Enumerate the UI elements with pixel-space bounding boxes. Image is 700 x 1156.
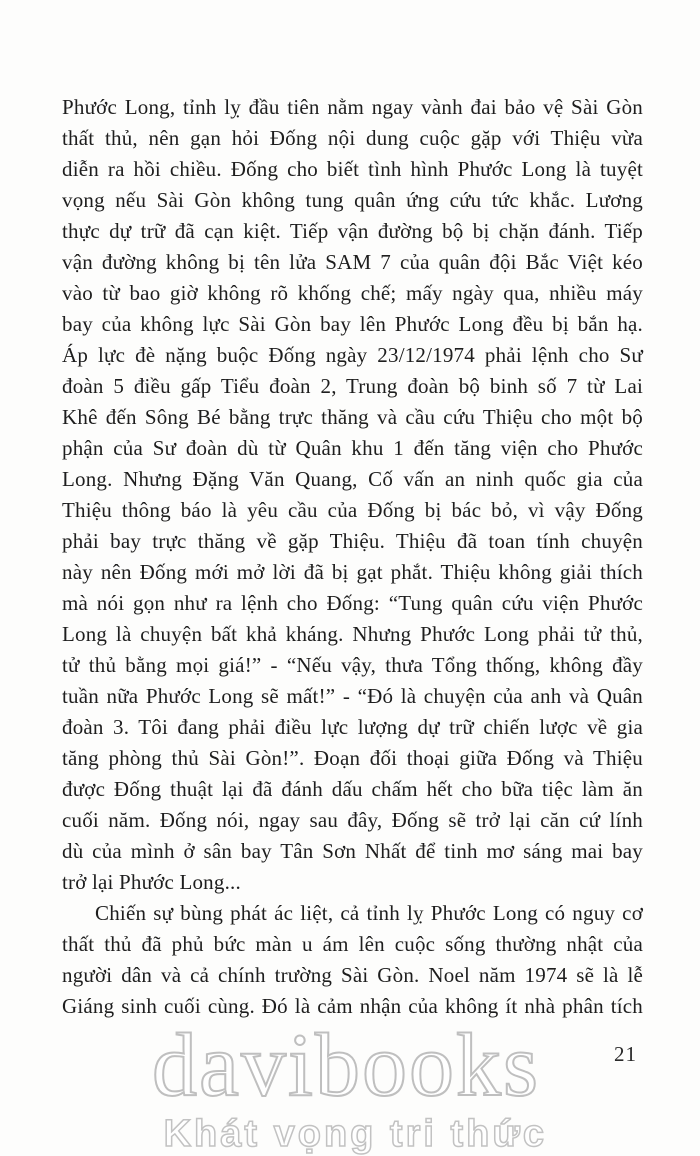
page-number: 21	[614, 1042, 637, 1066]
text-line: thất thủ đã phủ bức màn u ám lên cuộc sống thường nhật của	[62, 932, 643, 956]
paragraph-2	[62, 898, 643, 1022]
text-line: Long là chuyện bất khả kháng. Nhưng Phước Long phải tử thủ,	[62, 622, 643, 646]
watermark-brand: davibooks	[152, 1016, 540, 1115]
text-line: vào từ bao giờ không rõ khống chế; mấy ngày qua, nhiều máy	[62, 281, 643, 305]
text-line: vọng nếu Sài Gòn không tung quân ứng cứu tức khắc. Lương	[62, 188, 643, 212]
text-line: tử thủ bằng mọi giá!” - “Nếu vậy, thưa Tổng thống, không đầy	[62, 653, 643, 677]
text-line: được Đống thuật lại đã đánh dấu chấm hết cho bữa tiệc làm ăn	[62, 777, 643, 801]
text-line: Phước Long, tỉnh lỵ đầu tiên nằm ngay vành đai bảo vệ Sài Gòn	[62, 95, 643, 119]
text-line: cuối năm. Đống nói, ngay sau đây, Đống sẽ trở lại căn cứ lính	[62, 808, 643, 832]
text-line: trở lại Phước Long...	[62, 870, 241, 894]
text-line: thực dự trữ đã cạn kiệt. Tiếp vận đường bộ bị chặn đánh. Tiếp	[62, 219, 643, 243]
text-line: Chiến sự bùng phát ác liệt, cả tỉnh lỵ Phước Long có nguy cơ	[95, 901, 643, 925]
watermark-tagline: Khát vọng tri thức	[163, 1113, 547, 1155]
text-line: Long. Nhưng Đặng Văn Quang, Cố vấn an ninh quốc gia của	[62, 467, 643, 491]
text-line: phải bay trực thăng về gặp Thiệu. Thiệu đã toan tính chuyện	[62, 529, 643, 553]
paragraph-1	[62, 92, 643, 898]
text-line: người dân và cả chính trường Sài Gòn. Noel năm 1974 sẽ là lễ	[62, 963, 643, 987]
text-line: diễn ra hồi chiều. Đống cho biết tình hình Phước Long là tuyệt	[62, 157, 643, 181]
watermark	[145, 1016, 547, 1156]
text-line: đoàn 3. Tôi đang phải điều lực lượng dự trữ chiến lược về gia	[62, 715, 643, 739]
text-line: bay của không lực Sài Gòn bay lên Phước Long đều bị bắn hạ.	[62, 312, 643, 336]
text-line: thất thủ, nên gạn hỏi Đống nội dung cuộc gặp với Thiệu vừa	[62, 126, 643, 150]
text-line: phận của Sư đoàn dù từ Quân khu 1 đến tăng viện cho Phước	[62, 436, 643, 460]
text-line: này nên Đống mới mở lời đã bị gạt phắt. Thiệu không giải thích	[62, 560, 643, 584]
text-line: đoàn 5 điều gấp Tiểu đoàn 2, Trung đoàn bộ binh số 7 từ Lai	[62, 374, 643, 398]
text-line: dù của mình ở sân bay Tân Sơn Nhất để tinh mơ sáng mai bay	[62, 839, 643, 863]
text-line: Khê đến Sông Bé bằng trực thăng và cầu cứu Thiệu cho một bộ	[62, 405, 643, 429]
text-line: Thiệu thông báo là yêu cầu của Đống bị bác bỏ, vì vậy Đống	[62, 498, 643, 522]
text-line: tăng phòng thủ Sài Gòn!”. Đoạn đối thoại giữa Đống và Thiệu	[62, 746, 643, 770]
text-block	[62, 92, 643, 1022]
text-line: tuần nữa Phước Long sẽ mất!” - “Đó là chuyện của anh và Quân	[62, 684, 643, 708]
text-line: Áp lực đè nặng buộc Đống ngày 23/12/1974 phải lệnh cho Sư	[62, 343, 643, 367]
text-line: Giáng sinh cuối cùng. Đó là cảm nhận của không ít nhà phân tích	[62, 994, 643, 1018]
text-line: mà nói gọn như ra lệnh cho Đống: “Tung quân cứu viện Phước	[62, 591, 643, 615]
text-line: vận đường không bị tên lửa SAM 7 của quân đội Bắc Việt kéo	[62, 250, 643, 274]
